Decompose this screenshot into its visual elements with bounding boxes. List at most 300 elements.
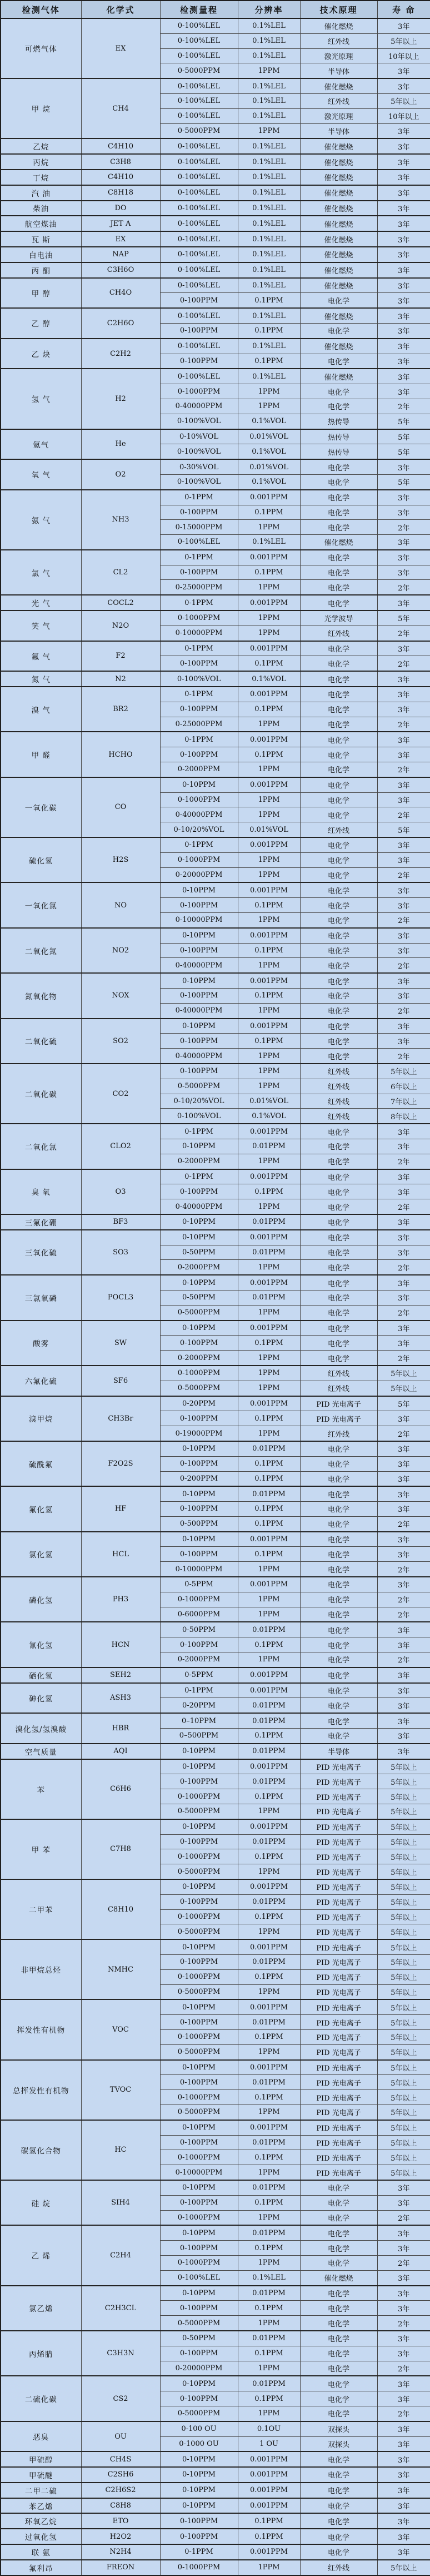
resolution-cell: 1PPM — [238, 1154, 300, 1169]
lifespan-cell: 5年以上 — [377, 1955, 430, 1970]
lifespan-cell: 3年 — [377, 565, 430, 580]
formula-cell: CS2 — [81, 2376, 160, 2421]
table-row — [1, 611, 430, 626]
formula-cell: NMHC — [81, 1939, 160, 1999]
header-lifespan: 寿 命 — [377, 1, 430, 18]
principle-cell: 电化学 — [300, 837, 377, 852]
range-cell: 0-100%LEL — [160, 2270, 238, 2285]
range-cell: 0-40000PPM — [160, 399, 238, 414]
lifespan-cell: 3年 — [377, 154, 430, 170]
resolution-cell: 0.01PPM — [238, 1290, 300, 1305]
resolution-cell: 0.01PPM — [238, 2376, 300, 2391]
gas-name-cell: 氮氧化物 — [1, 973, 81, 1018]
principle-cell: 电化学 — [300, 293, 377, 308]
gas-name-cell: 甲 醇 — [1, 278, 81, 309]
range-cell: 0-10PPM — [160, 777, 238, 792]
resolution-cell: 1 OU — [238, 2436, 300, 2451]
lifespan-cell: 2年 — [377, 1003, 430, 1018]
gas-name-cell: 溴甲烷 — [1, 1396, 81, 1441]
lifespan-cell: 2年 — [377, 626, 430, 641]
table-row — [1, 1019, 430, 1034]
range-cell: 0-100PPM — [160, 1955, 238, 1970]
gas-name-cell: 乙 烯 — [1, 2225, 81, 2285]
formula-cell: COCL2 — [81, 595, 160, 611]
principle-cell: PID 光电离子 — [300, 1924, 377, 1939]
principle-cell: PID 光电离子 — [300, 1984, 377, 1999]
formula-cell: C3H8 — [81, 154, 160, 170]
range-cell: 0-1000 OU — [160, 2436, 238, 2451]
formula-cell: C8H8 — [81, 2498, 160, 2514]
table-row — [1, 641, 430, 656]
lifespan-cell: 3年 — [377, 2513, 430, 2529]
range-cell: 0-2000PPM — [160, 762, 238, 777]
principle-cell: PID 光电离子 — [300, 1864, 377, 1879]
lifespan-cell: 3年 — [377, 2195, 430, 2210]
table-row — [1, 1275, 430, 1290]
table-row — [1, 1169, 430, 1184]
resolution-cell: 0.1PPM — [238, 1411, 300, 1426]
lifespan-cell: 8年以上 — [377, 1109, 430, 1124]
lifespan-cell: 3年 — [377, 354, 430, 369]
lifespan-cell: 5年以上 — [377, 1366, 430, 1381]
principle-cell: 电化学 — [300, 474, 377, 489]
resolution-cell: 1PPM — [238, 1049, 300, 1064]
lifespan-cell: 2年 — [377, 399, 430, 414]
range-cell: 0-40000PPM — [160, 1003, 238, 1018]
principle-cell: 催化燃烧 — [300, 308, 377, 323]
lifespan-cell: 3年 — [377, 2270, 430, 2285]
resolution-cell: 1PPM — [238, 1260, 300, 1275]
lifespan-cell: 5年以上 — [377, 93, 430, 108]
range-cell: 0-100PPM — [160, 943, 238, 958]
principle-cell: PID 光电离子 — [300, 1759, 377, 1774]
gas-name-cell: 氢 气 — [1, 369, 81, 429]
resolution-cell: 0.01PPM — [238, 1834, 300, 1849]
lifespan-cell: 5年以上 — [377, 1969, 430, 1984]
gas-name-cell: 氨 气 — [1, 490, 81, 550]
principle-cell: 电化学 — [300, 1441, 377, 1456]
lifespan-cell: 3年 — [377, 1124, 430, 1139]
range-cell: 0-100%LEL — [160, 535, 238, 550]
table-row — [1, 1441, 430, 1456]
gas-name-cell: 二甲苯 — [1, 1879, 81, 1939]
gas-name-cell: 柴油 — [1, 201, 81, 216]
table-row — [1, 2180, 430, 2195]
lifespan-cell: 5年以上 — [377, 33, 430, 48]
principle-cell: PID 光电离子 — [300, 1939, 377, 1954]
formula-cell: NO — [81, 882, 160, 927]
resolution-cell: 1PPM — [238, 958, 300, 973]
resolution-cell: 0.1PPM — [238, 2029, 300, 2044]
resolution-cell: 0.1%LEL — [238, 231, 300, 247]
table-row — [1, 170, 430, 185]
range-cell: 0-100PPM — [160, 702, 238, 717]
principle-cell: 电化学 — [300, 2346, 377, 2361]
gas-name-cell: 乙 醇 — [1, 308, 81, 339]
formula-cell: H2S — [81, 837, 160, 882]
range-cell: 0-10/20%VOL — [160, 1094, 238, 1109]
table-row — [1, 1214, 430, 1230]
resolution-cell: 0.001PPM — [238, 1683, 300, 1698]
resolution-cell: 0.01%VOL — [238, 429, 300, 444]
resolution-cell: 1PPM — [238, 1562, 300, 1577]
principle-cell: 电化学 — [300, 1532, 377, 1547]
lifespan-cell: 3年 — [377, 595, 430, 611]
lifespan-cell: 3年 — [377, 123, 430, 138]
principle-cell: 电化学 — [300, 1290, 377, 1305]
resolution-cell: 0.01PPM — [238, 1622, 300, 1637]
formula-cell: HBR — [81, 1713, 160, 1744]
lifespan-cell: 3年 — [377, 777, 430, 792]
formula-cell: CL2 — [81, 550, 160, 595]
formula-cell: CO2 — [81, 1064, 160, 1124]
resolution-cell: 1PPM — [238, 1426, 300, 1441]
principle-cell: 催化燃烧 — [300, 78, 377, 93]
formula-cell: C2H4 — [81, 2225, 160, 2285]
lifespan-cell: 3年 — [377, 231, 430, 247]
range-cell: 0-100PPM — [160, 1502, 238, 1517]
principle-cell: 电化学 — [300, 943, 377, 958]
gas-name-cell: 二硫化碳 — [1, 2376, 81, 2421]
principle-cell: 电化学 — [300, 807, 377, 822]
principle-cell: 电化学 — [300, 580, 377, 595]
principle-cell: 电化学 — [300, 1637, 377, 1652]
lifespan-cell: 3年 — [377, 702, 430, 717]
resolution-cell: 0.1PPM — [238, 2346, 300, 2361]
range-cell: 0-100PPM — [160, 2346, 238, 2361]
resolution-cell: 1PPM — [238, 762, 300, 777]
formula-cell: CH4 — [81, 78, 160, 138]
resolution-cell: 0.01PPM — [238, 1698, 300, 1713]
lifespan-cell: 3年 — [377, 2225, 430, 2240]
gas-name-cell: 乙烷 — [1, 138, 81, 154]
range-cell: 0-100PPM — [160, 2513, 238, 2529]
principle-cell: 电化学 — [300, 777, 377, 792]
formula-cell: C7H8 — [81, 1819, 160, 1879]
resolution-cell: 1PPM — [238, 399, 300, 414]
formula-cell: SF6 — [81, 1366, 160, 1396]
range-cell: 0-10PPM — [160, 2467, 238, 2483]
principle-cell: 电化学 — [300, 1592, 377, 1607]
resolution-cell: 1PPM — [238, 1607, 300, 1622]
resolution-cell: 1PPM — [238, 1064, 300, 1079]
range-cell: 0-100%LEL — [160, 48, 238, 63]
resolution-cell: 0.1PPM — [238, 1637, 300, 1652]
table-row — [1, 732, 430, 747]
lifespan-cell: 2年 — [377, 1592, 430, 1607]
range-cell: 0-100%LEL — [160, 33, 238, 48]
resolution-cell: 0.001PPM — [238, 550, 300, 565]
resolution-cell: 0.01PPM — [238, 2180, 300, 2195]
resolution-cell: 0.001PPM — [238, 1019, 300, 1034]
principle-cell: PID 光电离子 — [300, 2090, 377, 2105]
gas-name-cell: 硅 烷 — [1, 2180, 81, 2225]
range-cell: 0-100%LEL — [160, 339, 238, 354]
gas-name-cell: 瓦 斯 — [1, 231, 81, 247]
range-cell: 0-100PPM — [160, 1456, 238, 1471]
table-row — [1, 882, 430, 897]
range-cell: 0-100PPM — [160, 989, 238, 1004]
resolution-cell: 0.1PPM — [238, 2150, 300, 2165]
principle-cell: 电化学 — [300, 1260, 377, 1275]
range-cell: 0-20PPM — [160, 1698, 238, 1713]
formula-cell: HC — [81, 2120, 160, 2180]
resolution-cell: 0.1PPM — [238, 1789, 300, 1804]
resolution-cell: 0.1OU — [238, 2421, 300, 2436]
gas-name-cell: 氟 气 — [1, 641, 81, 672]
resolution-cell: 1PPM — [238, 913, 300, 928]
principle-cell: 电化学 — [300, 1245, 377, 1260]
range-cell: 0-100PPM — [160, 1411, 238, 1426]
resolution-cell: 0.001PPM — [238, 1667, 300, 1683]
range-cell: 0-100 OU — [160, 2421, 238, 2436]
gas-name-cell: 环氧乙烷 — [1, 2513, 81, 2529]
principle-cell: 电化学 — [300, 1305, 377, 1320]
range-cell: 0-10PPM — [160, 1321, 238, 1336]
principle-cell: 电化学 — [300, 2451, 377, 2467]
resolution-cell: 0.1PPM — [238, 1729, 300, 1744]
resolution-cell: 1PPM — [238, 611, 300, 626]
range-cell: 0-2000PPM — [160, 1652, 238, 1667]
principle-cell: 红外线 — [300, 1064, 377, 1079]
range-cell: 0-100%LEL — [160, 185, 238, 201]
resolution-cell: 0.1PPM — [238, 1849, 300, 1864]
lifespan-cell: 5年以上 — [377, 1924, 430, 1939]
principle-cell: PID 光电离子 — [300, 1849, 377, 1864]
principle-cell: 红外线 — [300, 822, 377, 837]
range-cell: 0-100PPM — [160, 1774, 238, 1789]
principle-cell: 电化学 — [300, 595, 377, 611]
lifespan-cell: 2年 — [377, 1562, 430, 1577]
formula-cell: ETO — [81, 2513, 160, 2529]
lifespan-cell: 3年 — [377, 1321, 430, 1336]
range-cell: 0-5000PPM — [160, 1804, 238, 1819]
principle-cell: PID 光电离子 — [300, 1396, 377, 1411]
resolution-cell: 1PPM — [238, 626, 300, 641]
gas-name-cell: 氟利昂 — [1, 2560, 81, 2575]
table-row — [1, 1366, 430, 1381]
principle-cell: 半导体 — [300, 123, 377, 138]
lifespan-cell: 5年以上 — [377, 2029, 430, 2044]
principle-cell: 电化学 — [300, 1683, 377, 1698]
resolution-cell: 0.1%LEL — [238, 170, 300, 185]
range-cell: 0-10PPM — [160, 2180, 238, 2195]
lifespan-cell: 3年 — [377, 852, 430, 867]
principle-cell: 激光原理 — [300, 48, 377, 63]
principle-cell: 电化学 — [300, 2513, 377, 2529]
principle-cell: PID 光电离子 — [300, 1909, 377, 1924]
principle-cell: 催化燃烧 — [300, 247, 377, 262]
range-cell: 0–10PPM — [160, 1713, 238, 1728]
lifespan-cell: 3年 — [377, 747, 430, 762]
lifespan-cell: 10年以上 — [377, 48, 430, 63]
gas-name-cell: 氮 气 — [1, 671, 81, 687]
principle-cell: 电化学 — [300, 1139, 377, 1154]
principle-cell: 电化学 — [300, 1456, 377, 1471]
range-cell: 0-25000PPM — [160, 580, 238, 595]
lifespan-cell: 3年 — [377, 2436, 430, 2451]
principle-cell: PID 光电离子 — [300, 1955, 377, 1970]
principle-cell: 电化学 — [300, 2301, 377, 2316]
resolution-cell: 0.001PPM — [238, 2120, 300, 2135]
range-cell: 0-1000PPM — [160, 2255, 238, 2270]
resolution-cell: 0.1PPM — [238, 1034, 300, 1049]
resolution-cell: 0.01PPM — [238, 2225, 300, 2240]
range-cell: 0-100%LEL — [160, 247, 238, 262]
range-cell: 0-10PPM — [160, 2120, 238, 2135]
gas-name-cell: 二氧化碳 — [1, 1064, 81, 1124]
table-row — [1, 429, 430, 444]
principle-cell: PID 光电离子 — [300, 2150, 377, 2165]
lifespan-cell: 3年 — [377, 1547, 430, 1562]
principle-cell: 电化学 — [300, 898, 377, 913]
lifespan-cell: 3年 — [377, 1290, 430, 1305]
principle-cell: 电化学 — [300, 656, 377, 671]
principle-cell: 电化学 — [300, 913, 377, 928]
lifespan-cell: 3年 — [377, 278, 430, 293]
formula-cell: CH4O — [81, 278, 160, 309]
resolution-cell: 1PPM — [238, 1305, 300, 1320]
principle-cell: PID 光电离子 — [300, 2120, 377, 2135]
principle-cell: 电化学 — [300, 1124, 377, 1139]
range-cell: 0-100PPM — [160, 1637, 238, 1652]
principle-cell: 催化燃烧 — [300, 339, 377, 354]
range-cell: 0-10PPM — [160, 1759, 238, 1774]
lifespan-cell: 5年以上 — [377, 1064, 430, 1079]
lifespan-cell: 5年以上 — [377, 1381, 430, 1396]
resolution-cell: 1PPM — [238, 1381, 300, 1396]
resolution-cell: 0.01PPM — [238, 1245, 300, 1260]
principle-cell: 电化学 — [300, 1607, 377, 1622]
range-cell: 0-5000PPM — [160, 1864, 238, 1879]
lifespan-cell: 3年 — [377, 1019, 430, 1034]
range-cell: 0-10PPM — [160, 973, 238, 988]
formula-cell: C3H6O — [81, 262, 160, 278]
range-cell: 0-10PPM — [160, 1019, 238, 1034]
formula-cell: EX — [81, 18, 160, 78]
resolution-cell: 0.1%VOL — [238, 1109, 300, 1124]
principle-cell: 电化学 — [300, 2286, 377, 2301]
resolution-cell: 0.001PPM — [238, 1999, 300, 2014]
principle-cell: PID 光电离子 — [300, 2135, 377, 2150]
lifespan-cell: 5年以上 — [377, 2015, 430, 2030]
range-cell: 0-100PPM — [160, 1064, 238, 1079]
principle-cell: 电化学 — [300, 671, 377, 687]
range-cell: 0-100PPM — [160, 2075, 238, 2090]
lifespan-cell: 3年 — [377, 1622, 430, 1637]
header-range: 检测量程 — [160, 1, 238, 18]
principle-cell: 催化燃烧 — [300, 18, 377, 33]
resolution-cell: 0.1PPM — [238, 1456, 300, 1471]
range-cell: 0–500PPM — [160, 1729, 238, 1744]
table-row — [1, 550, 430, 565]
lifespan-cell: 3年 — [377, 1230, 430, 1245]
lifespan-cell: 3年 — [377, 1214, 430, 1230]
formula-cell: NH3 — [81, 490, 160, 550]
lifespan-cell: 2年 — [377, 1305, 430, 1320]
principle-cell: 光学波导 — [300, 611, 377, 626]
principle-cell: 电化学 — [300, 1516, 377, 1531]
formula-cell: BR2 — [81, 687, 160, 732]
formula-cell: EX — [81, 231, 160, 247]
principle-cell: 电化学 — [300, 2225, 377, 2240]
range-cell: 0-50PPM — [160, 1290, 238, 1305]
lifespan-cell: 3年 — [377, 989, 430, 1004]
lifespan-cell: 5年以上 — [377, 2560, 430, 2575]
table-row — [1, 201, 430, 216]
range-cell: 0-5000PPM — [160, 1381, 238, 1396]
lifespan-cell: 5年以上 — [377, 1909, 430, 1924]
table-row — [1, 1879, 430, 1894]
table-row — [1, 1759, 430, 1774]
formula-cell: C6H6 — [81, 1759, 160, 1819]
lifespan-cell: 2年 — [377, 867, 430, 882]
lifespan-cell: 3年 — [377, 308, 430, 323]
lifespan-cell: 3年 — [377, 671, 430, 687]
range-cell: 0-2000PPM — [160, 1351, 238, 1366]
table-row — [1, 1396, 430, 1411]
lifespan-cell: 2年 — [377, 1351, 430, 1366]
resolution-cell: 0.001PPM — [238, 641, 300, 656]
gas-name-cell: 酸雾 — [1, 1321, 81, 1366]
gas-name-cell: 空气质量 — [1, 1744, 81, 1759]
principle-cell: 电化学 — [300, 882, 377, 897]
table-row — [1, 1713, 430, 1728]
range-cell: 0-100PPM — [160, 1834, 238, 1849]
resolution-cell: 1PPM — [238, 1652, 300, 1667]
resolution-cell: 0.1%LEL — [238, 78, 300, 93]
formula-cell: C2H2 — [81, 339, 160, 369]
formula-cell: NOX — [81, 973, 160, 1018]
lifespan-cell: 5年以上 — [377, 2075, 430, 2090]
gas-name-cell: 碳氢化合物 — [1, 2120, 81, 2180]
range-cell: 0-1000PPM — [160, 1969, 238, 1984]
principle-cell: 电化学 — [300, 2498, 377, 2514]
range-cell: 0-5PPM — [160, 1577, 238, 1592]
range-cell: 0-100PPM — [160, 1894, 238, 1909]
range-cell: 0-5000PPM — [160, 1079, 238, 1094]
formula-cell: HCHO — [81, 732, 160, 777]
range-cell: 0-100PPM — [160, 747, 238, 762]
range-cell: 0-2000PPM — [160, 1260, 238, 1275]
principle-cell: 电化学 — [300, 459, 377, 474]
range-cell: 0-500PPM — [160, 1516, 238, 1531]
principle-cell: 红外线 — [300, 1366, 377, 1381]
range-cell: 0-10PPM — [160, 2483, 238, 2498]
lifespan-cell: 5年 — [377, 444, 430, 459]
resolution-cell: 0.001PPM — [238, 2060, 300, 2075]
resolution-cell: 0.01PPM — [238, 1744, 300, 1759]
gas-name-cell: 甲 醛 — [1, 732, 81, 777]
formula-cell: HCL — [81, 1532, 160, 1577]
resolution-cell: 1PPM — [238, 123, 300, 138]
lifespan-cell: 3年 — [377, 1577, 430, 1592]
resolution-cell: 1PPM — [238, 1079, 300, 1094]
table-row — [1, 777, 430, 792]
principle-cell: 半导体 — [300, 1744, 377, 1759]
principle-cell: 热传导 — [300, 444, 377, 459]
gas-name-cell: 溴化氢/氢溴酸 — [1, 1713, 81, 1744]
range-cell: 0-100%VOL — [160, 1109, 238, 1124]
principle-cell: 催化燃烧 — [300, 231, 377, 247]
formula-cell: JET A — [81, 216, 160, 231]
formula-cell: AQI — [81, 1744, 160, 1759]
lifespan-cell: 3年 — [377, 384, 430, 399]
resolution-cell: 1PPM — [238, 1199, 300, 1214]
lifespan-cell: 2年 — [377, 520, 430, 535]
range-cell: 0-10000PPM — [160, 913, 238, 928]
principle-cell: PID 光电离子 — [300, 2165, 377, 2180]
